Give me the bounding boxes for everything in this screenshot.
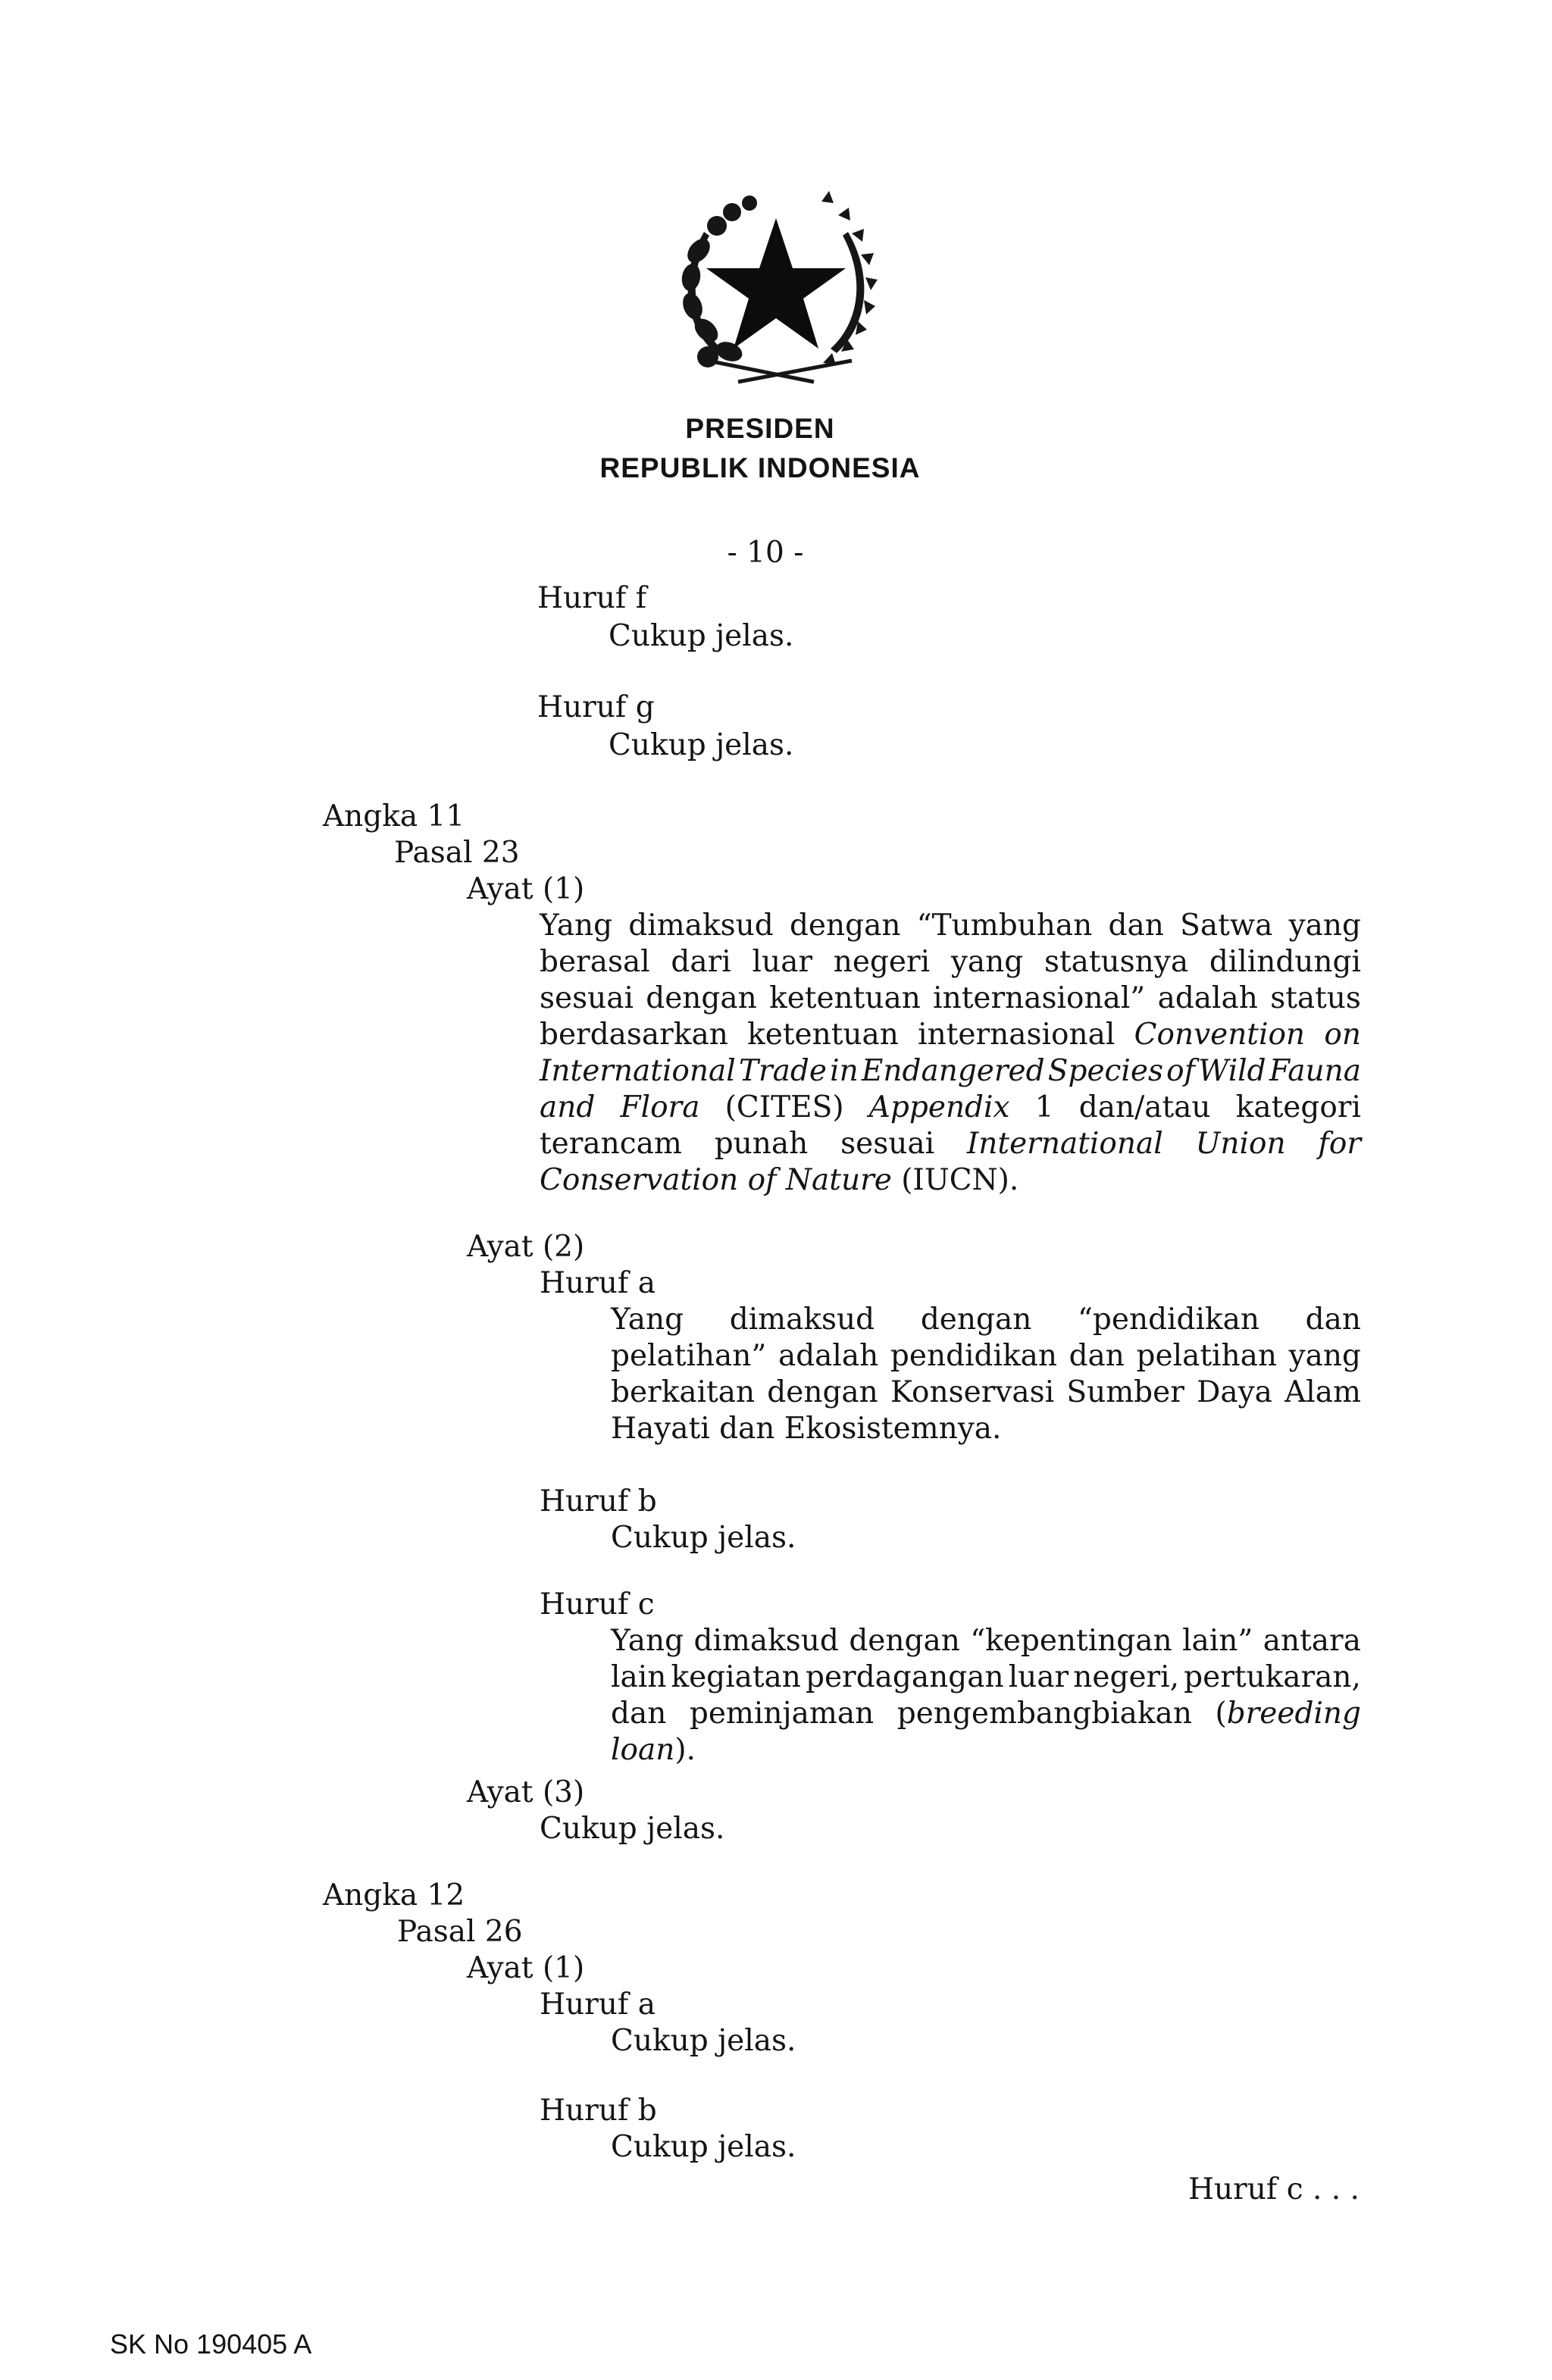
huruf-c-word: pengembangbiakan: [896, 1697, 1192, 1731]
ayat-1-word: dilindungi: [1209, 945, 1361, 979]
pasal-26-label: Pasal 26: [397, 1915, 523, 1949]
huruf-g-label: Huruf g: [537, 690, 655, 724]
ayat-1-word: (CITES): [724, 1090, 844, 1124]
huruf-c-word: pertukaran,: [1184, 1660, 1361, 1694]
huruf-f-label: Huruf f: [537, 581, 647, 615]
ayat-1-word: sesuai: [840, 1127, 935, 1161]
ayat-1-word: ketentuan: [747, 1018, 899, 1052]
huruf-c-word: lain: [611, 1660, 667, 1694]
huruf-a-line: [611, 1338, 1361, 1375]
ayat-1-line: [540, 944, 1361, 980]
huruf-c-word: perdagangan: [806, 1660, 1004, 1694]
ayat-1-word: internasional”: [933, 981, 1146, 1015]
header-republik-indonesia: REPUBLIK INDONESIA: [599, 452, 921, 483]
ayat-1-word: ketentuan: [769, 981, 921, 1015]
ayat-1-word: Appendix: [868, 1090, 1010, 1124]
continuation-marker: Huruf c . . .: [1188, 2172, 1360, 2206]
huruf-c-last-italic: loan: [611, 1733, 675, 1767]
ayat-1-word: Flora: [620, 1090, 700, 1124]
ayat-1-word: and: [540, 1090, 596, 1124]
ayat-1-word: “Tumbuhan: [916, 909, 1093, 943]
huruf-a-word: “pendidikan: [1077, 1303, 1259, 1337]
ayat-1-word: yang: [1288, 909, 1361, 943]
huruf-a-word: pelatihan: [1136, 1339, 1277, 1373]
huruf-c-word: dimaksud: [693, 1624, 839, 1658]
huruf-a-word: berkaitan: [611, 1375, 756, 1409]
huruf-c-word: antara: [1263, 1624, 1361, 1658]
huruf-b-label: Huruf b: [540, 1484, 657, 1518]
pasal-26-huruf-a-text: Cukup jelas.: [611, 2024, 796, 2058]
ayat-1-word: for: [1318, 1127, 1361, 1161]
ayat-1-label: Ayat (1): [467, 872, 585, 906]
ayat-1-last-italic: Conservation of Nature: [540, 1163, 892, 1197]
ayat-1-line: [540, 1017, 1361, 1053]
pasal-26-ayat-1-label: Ayat (1): [467, 1951, 585, 1985]
huruf-a-word: dengan: [920, 1303, 1032, 1337]
ayat-1-last-line: [540, 1162, 1018, 1199]
ayat-1-word: in: [830, 1054, 859, 1088]
huruf-c-word: negeri,: [1073, 1660, 1180, 1694]
huruf-f-text: Cukup jelas.: [609, 619, 794, 653]
huruf-g-text: Cukup jelas.: [609, 728, 794, 762]
huruf-c-line: [611, 1623, 1361, 1659]
pasal-26-huruf-b-text: Cukup jelas.: [611, 2130, 796, 2164]
ayat-1-word: berasal: [540, 945, 650, 979]
document-code: SK No 190405 A: [110, 2328, 312, 2360]
breeding-italic: breeding: [1226, 1697, 1361, 1731]
ayat-1-word: of: [1166, 1054, 1196, 1088]
huruf-a-word: adalah: [778, 1339, 879, 1373]
huruf-c-label: Huruf c: [540, 1587, 655, 1622]
ayat-1-word: sesuai: [540, 981, 634, 1015]
ayat-1-line: [540, 980, 1361, 1017]
huruf-a-word: Konservasi: [890, 1375, 1055, 1409]
ayat-1-line: [540, 1053, 1361, 1090]
ayat-1-word: status: [1270, 981, 1361, 1015]
huruf-a-line: [611, 1302, 1361, 1338]
huruf-c-word: (breeding: [1215, 1697, 1361, 1731]
huruf-c-last-line: [611, 1732, 696, 1769]
ayat-1-word: Wild: [1198, 1054, 1266, 1088]
huruf-c-last-regular: ).: [674, 1733, 696, 1767]
ayat-1-word: Union: [1195, 1127, 1286, 1161]
huruf-a-word: yang: [1288, 1339, 1361, 1373]
pasal-26-huruf-a-label: Huruf a: [540, 1988, 656, 2022]
ayat-1-word: internasional: [918, 1018, 1116, 1052]
huruf-c-line: [611, 1659, 1361, 1696]
huruf-a-word: dan: [1069, 1339, 1125, 1373]
ayat-1-word: dengan: [789, 909, 901, 943]
huruf-a-word: Yang: [611, 1303, 684, 1337]
huruf-c-word: dengan: [849, 1624, 960, 1658]
ayat-1-word: on: [1324, 1018, 1361, 1052]
ayat-1-word: yang: [950, 945, 1024, 979]
huruf-a-word: pelatihan”: [611, 1339, 767, 1373]
huruf-c-word: “kepentingan: [970, 1624, 1172, 1658]
ayat-1-word: kategori: [1235, 1090, 1361, 1124]
pasal-26-huruf-b-label: Huruf b: [540, 2094, 657, 2128]
ayat-1-word: luar: [752, 945, 812, 979]
huruf-c-word: dan: [611, 1697, 667, 1731]
huruf-c-word: luar: [1008, 1660, 1069, 1694]
huruf-a-word: Sumber: [1066, 1375, 1184, 1409]
ayat-1-word: berdasarkan: [540, 1018, 728, 1052]
angka-12-label: Angka 12: [323, 1878, 465, 1912]
huruf-a-word: Daya: [1197, 1375, 1272, 1409]
ayat-1-word: negeri: [833, 945, 931, 979]
ayat-1-word: dan/atau: [1078, 1090, 1211, 1124]
ayat-1-word: Fauna: [1269, 1054, 1361, 1088]
huruf-a-word: pendidikan: [890, 1339, 1057, 1373]
ayat-1-word: Satwa: [1180, 909, 1273, 943]
ayat-1-word: statusnya: [1044, 945, 1189, 979]
ayat-1-word: Yang: [540, 909, 613, 943]
huruf-a-word: dan: [1305, 1303, 1361, 1337]
ayat-1-word: dan: [1108, 909, 1164, 943]
huruf-a-word: dimaksud: [729, 1303, 875, 1337]
ayat-1-line: [540, 908, 1361, 944]
huruf-a-last-line: Hayati dan Ekosistemnya.: [611, 1412, 1002, 1446]
header-presiden: PRESIDEN: [685, 413, 835, 444]
ayat-1-word: International: [966, 1127, 1163, 1161]
huruf-b-text: Cukup jelas.: [611, 1521, 796, 1555]
ayat-1-word: dari: [671, 945, 731, 979]
ayat-1-word: adalah: [1157, 981, 1258, 1015]
ayat-3-label: Ayat (3): [467, 1775, 585, 1809]
page-number: - 10 -: [727, 536, 804, 570]
huruf-a-word: dengan: [767, 1375, 878, 1409]
angka-11-label: Angka 11: [323, 799, 465, 833]
ayat-1-word: 1: [1034, 1090, 1054, 1124]
ayat-1-word: terancam: [540, 1127, 682, 1161]
ayat-1-word: Endangered: [861, 1054, 1045, 1088]
ayat-1-word: Convention: [1134, 1018, 1306, 1052]
huruf-c-word: Yang: [611, 1624, 684, 1658]
ayat-1-word: dimaksud: [628, 909, 774, 943]
ayat-3-text: Cukup jelas.: [540, 1812, 725, 1846]
huruf-c-word: kegiatan: [671, 1660, 801, 1694]
ayat-1-line: [540, 1126, 1361, 1162]
huruf-c-word: lain”: [1182, 1624, 1253, 1658]
huruf-a-word: Alam: [1284, 1375, 1361, 1409]
presidential-emblem-icon: [662, 179, 890, 399]
huruf-a-label: Huruf a: [540, 1266, 656, 1300]
ayat-1-line: [540, 1090, 1361, 1126]
huruf-c-line: [611, 1696, 1361, 1732]
ayat-1-last-regular: (IUCN).: [891, 1163, 1019, 1197]
ayat-1-word: International: [540, 1054, 736, 1088]
ayat-1-word: Species: [1047, 1054, 1163, 1088]
ayat-1-word: dengan: [646, 981, 757, 1015]
ayat-1-word: Trade: [738, 1054, 827, 1088]
ayat-1-word: punah: [714, 1127, 809, 1161]
pasal-23-label: Pasal 23: [394, 836, 520, 870]
ayat-2-label: Ayat (2): [467, 1230, 585, 1264]
huruf-a-line: [611, 1375, 1361, 1411]
huruf-c-word: peminjaman: [689, 1697, 875, 1731]
